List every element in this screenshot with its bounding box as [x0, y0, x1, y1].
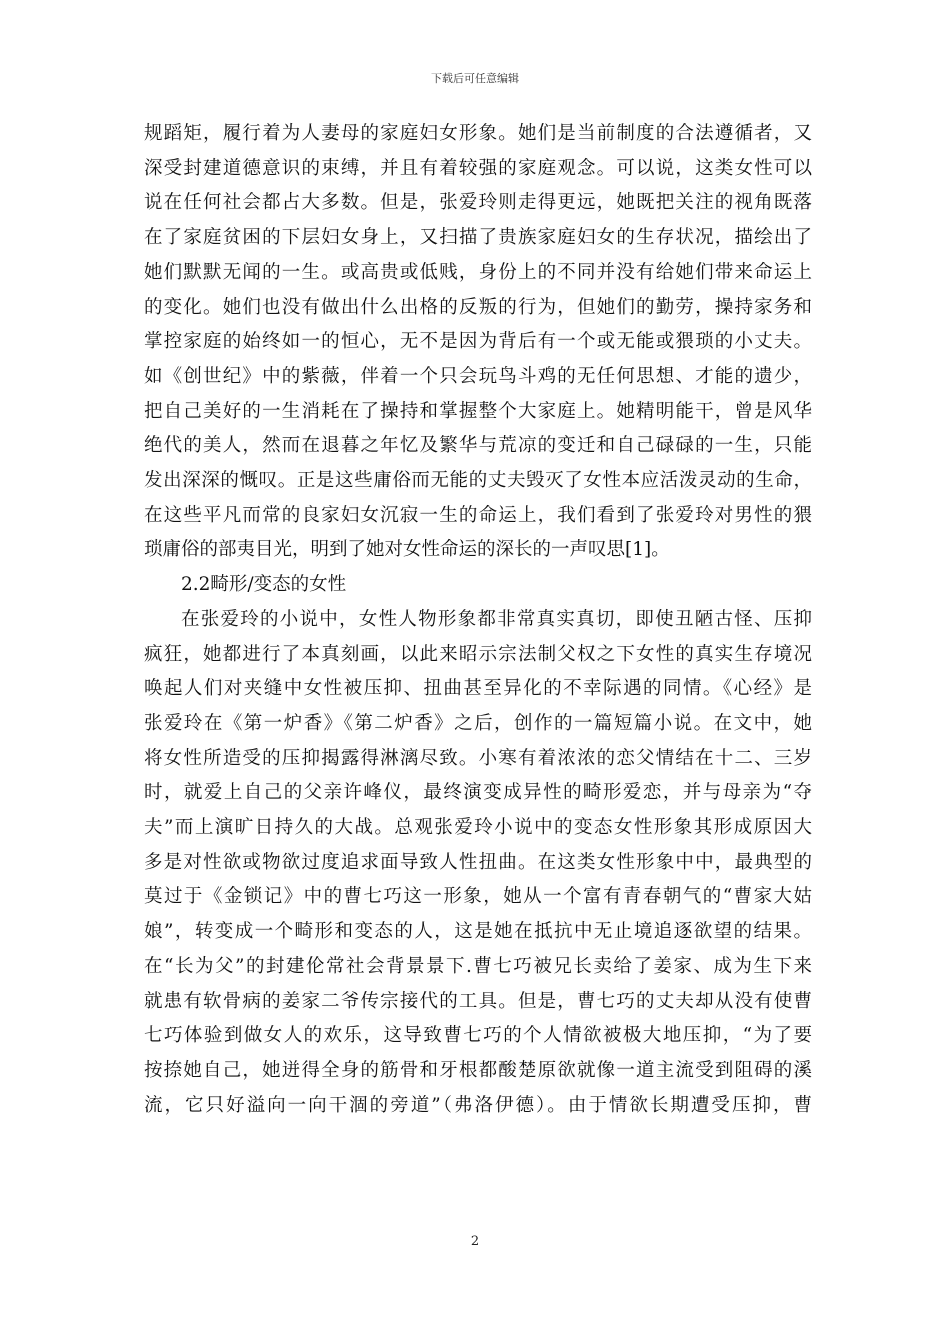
- text-line: 在张爱玲的小说中，女性人物形象都非常真实真切，即使丑陋古怪、压抑: [181, 608, 812, 630]
- text-line: 莫过于《金锁记》中的曹七巧这一形象，她从一个富有青春朝气的“曹家大姑: [144, 886, 812, 908]
- text-line: 七巧体验到做女人的欢乐，这导致曹七巧的个人情欲被极大地压抑，“为了要: [144, 1025, 812, 1047]
- text-line: 疯狂，她都进行了本真刻画，以此来昭示宗法制父权之下女性的真实生存境况: [144, 643, 812, 665]
- text-line: 将女性所造受的压抑揭露得淋漓尽致。小寒有着浓浓的恋父情结在十二、三岁: [144, 747, 812, 769]
- text-line: 的变化。她们也没有做出什么出格的反叛的行为，但她们的勤劳，操持家务和: [144, 296, 812, 318]
- text-line: 掌控家庭的始终如一的恒心，无不是因为背后有一个或无能或猥琐的小丈夫。: [144, 331, 812, 353]
- text-line: 她们默默无闻的一生。或高贵或低贱，身份上的不同并没有给她们带来命运上: [144, 261, 812, 283]
- text-line: 在“长为父”的封建伦常社会背景景下.曹七巧被兄长卖给了姜家、成为生下来: [144, 955, 812, 977]
- section-heading: 2.2畸形/变态的女性: [181, 574, 347, 596]
- text-line: 如《创世纪》中的紫薇，伴着一个只会玩鸟斗鸡的无任何思想、才能的遗少，: [144, 365, 812, 387]
- document-body: [144, 117, 812, 1123]
- page-number: 2: [470, 1234, 480, 1249]
- paragraph-2: [144, 603, 812, 1124]
- text-line: 就患有软骨病的姜家二爷传宗接代的工具。但是，曹七巧的丈夫却从没有使曹: [144, 990, 812, 1012]
- text-line: 在这些平凡而常的良家妇女沉寂一生的命运上，我们看到了张爱玲对男性的猥: [144, 504, 812, 526]
- page-header: 下载后可任意编辑: [431, 72, 519, 85]
- text-line: 在了家庭贫困的下层妇女身上，又扫描了贵族家庭妇女的生存状况，描绘出了: [144, 227, 812, 249]
- text-line: 夫”而上演旷日持久的大战。总观张爱玲小说中的变态女性形象其形成原因大: [144, 817, 812, 839]
- text-line: 流，它只好溢向一向干涸的旁道”（弗洛伊德）。由于情欲长期遭受压抑，曹: [144, 1094, 812, 1116]
- text-line: 发出深深的慨叹。正是这些庸俗而无能的丈夫毁灭了女性本应活泼灵动的生命，: [144, 470, 812, 492]
- text-line: 多是对性欲或物欲过度追求面导致人性扭曲。在这类女性形象中中，最典型的: [144, 851, 812, 873]
- text-line: 唤起人们对夹缝中女性被压抑、扭曲甚至异化的不幸际遇的同情。《心经》是: [144, 678, 812, 700]
- text-line: 把自己美好的一生消耗在了操持和掌握整个大家庭上。她精明能干，曾是风华: [144, 400, 812, 422]
- text-line: 深受封建道德意识的束缚，并且有着较强的家庭观念。可以说，这类女性可以: [144, 157, 812, 179]
- paragraph-1: [144, 117, 812, 568]
- text-line: 规蹈矩，履行着为人妻母的家庭妇女形象。她们是当前制度的合法遵循者，又: [144, 123, 812, 144]
- text-line: 说在任何社会都占大多数。但是，张爱玲则走得更远，她既把关注的视角既落: [144, 192, 812, 214]
- text-line: 张爱玲在《第一炉香》《第二炉香》之后，创作的一篇短篇小说。在文中，她: [144, 712, 812, 734]
- text-line: 时，就爱上自己的父亲许峰仪，最终演变成异性的畸形爱恋，并与母亲为“夺: [144, 782, 812, 804]
- text-line: 琐庸俗的部夷目光，明到了她对女性命运的深长的一声叹思[1]。: [144, 539, 670, 561]
- text-line: 绝代的美人，然而在退暮之年忆及繁华与荒凉的变迁和自己碌碌的一生，只能: [144, 435, 812, 457]
- text-line: 按捺她自己，她迸得全身的筋骨和牙根都酸楚原欲就像一道主流受到阻碍的溪: [144, 1059, 812, 1081]
- text-line: 娘”，转变成一个畸形和变态的人，这是她在抵抗中无止境追逐欲望的结果。: [144, 921, 812, 943]
